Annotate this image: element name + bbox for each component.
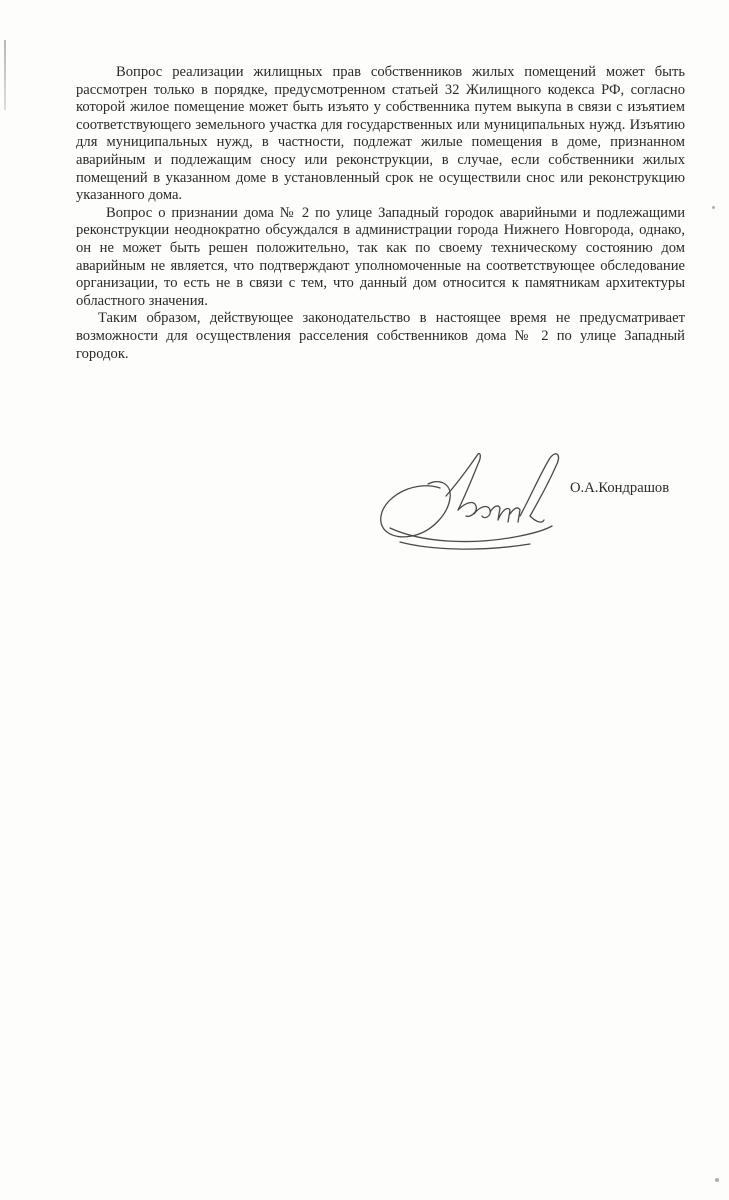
scan-speck <box>715 1178 719 1182</box>
signer-name: О.А.Кондрашов <box>570 480 670 496</box>
document-body <box>76 64 685 363</box>
paragraph-emergency-status: Вопрос о признании дома № 2 по улице Западный городок аварийными и подлежащими реконструкции неоднократно обсуждался в администрации города Нижнего Новгорода, однако, он не может быть решен положительно, так как по своему техническому состоянию дом аварийным не является, что подтверждают уполномоченные на соответствующее обследование организации, то есть не в связи с тем, что данный дом относится к памятникам архитектуры областного значения. <box>76 204 685 309</box>
handwritten-signature <box>370 450 585 555</box>
scan-speck <box>712 206 715 209</box>
paragraph-conclusion: Таким образом, действующее законодательство в настоящее время не предусматривает возможности для осуществления расселения собственников дома № 2 по улице Западный городок. <box>76 310 685 362</box>
signature-block <box>370 450 700 560</box>
paragraph-housing-rights: Вопрос реализации жилищных прав собственников жилых помещений может быть рассмотрен только в порядке, предусмотренном статьей 32 Жилищного кодекса РФ, согласно которой жилое помещение может быть изъято у собственника путем выкупа в связи с изъятием соответствующего земельного участка для государственных или муниципальных нужд. Изъятию для муниципальных нужд, в частности, подлежат жилые помещения в доме, признанном аварийным и подлежащим сносу или реконструкции, в случае, если собственники жилых помещений в указанном доме в установленный срок не осуществили снос или реконструкцию указанного дома. <box>76 64 685 204</box>
scan-edge-mark <box>4 40 6 110</box>
